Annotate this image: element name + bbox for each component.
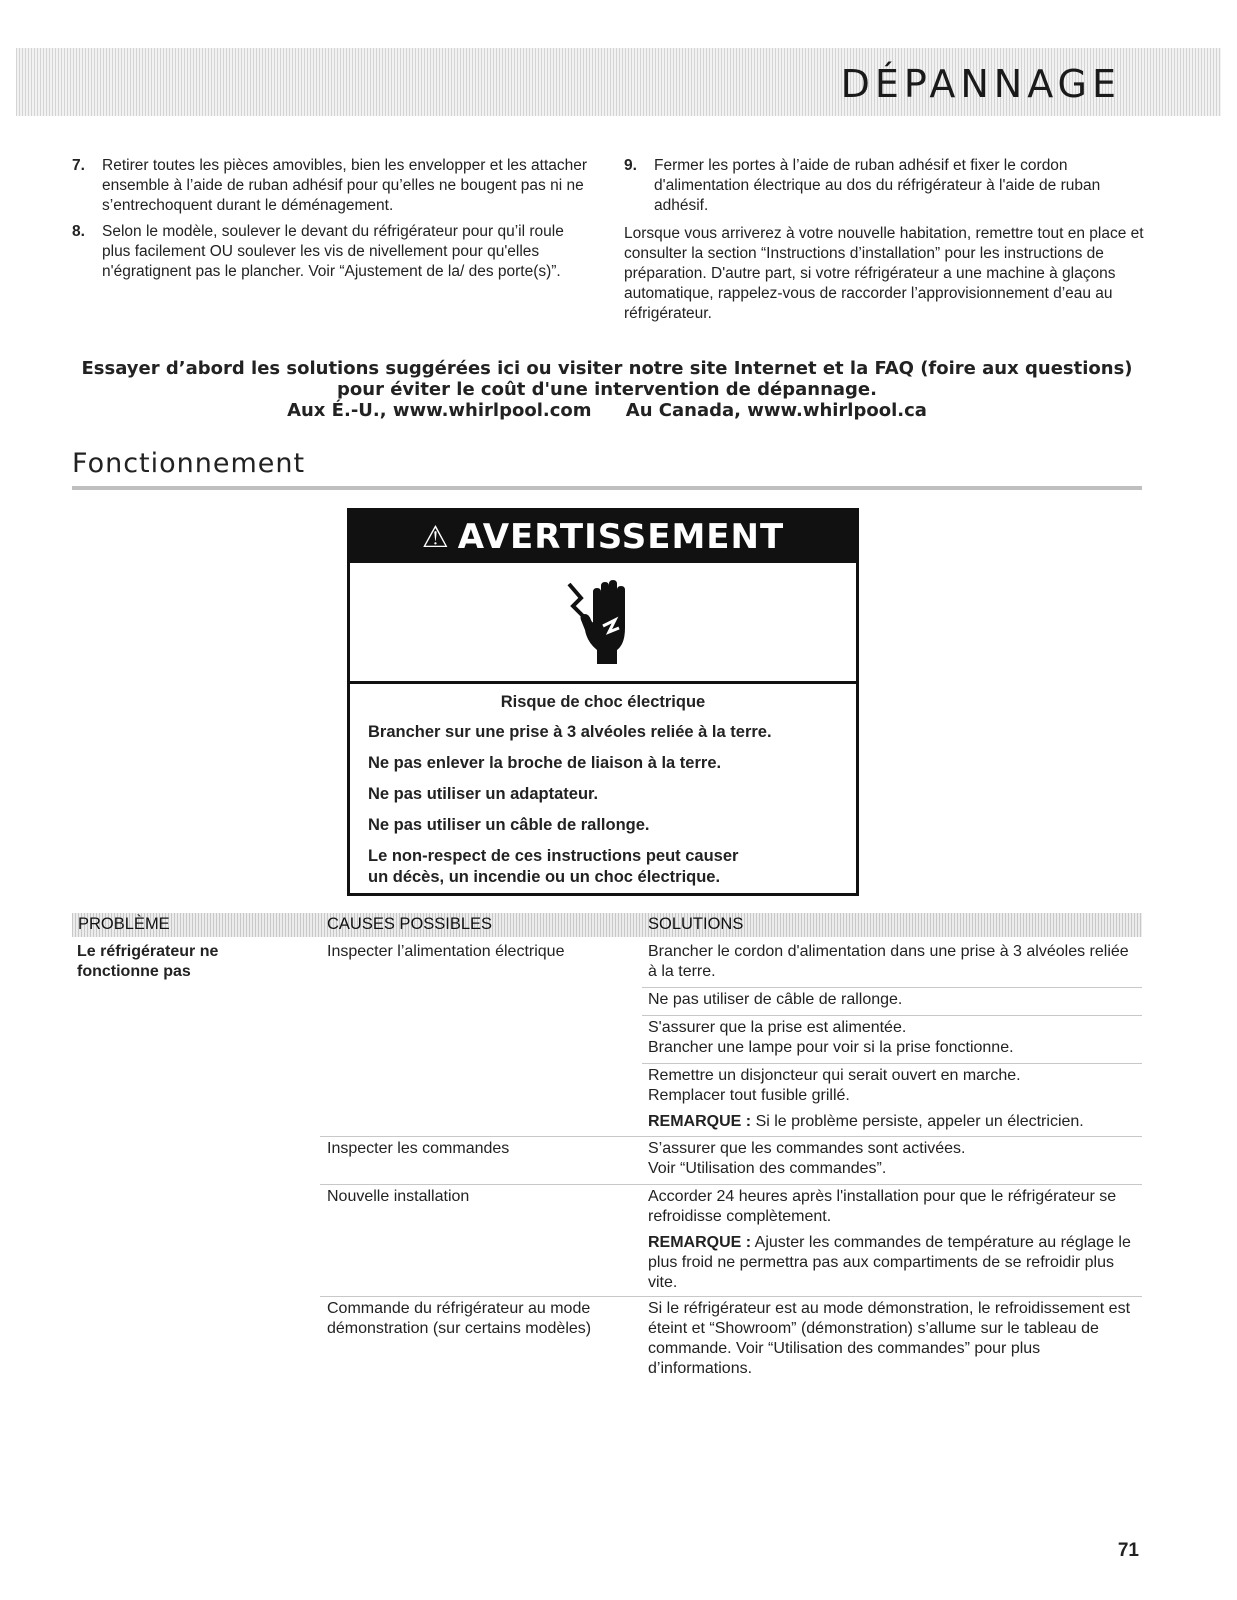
item-text: Fermer les portes à l’aide de ruban adhésif et fixer le cordon d'alimentation électrique au dos du réfrigérateur à l'aide de ruban adhésif. [654, 157, 1101, 214]
header-problem: PROBLÈME [78, 915, 170, 933]
cause-cell: Commande du réfrigérateur au mode démonstration (sur certains modèles) [327, 1300, 592, 1337]
electric-shock-hand-icon [563, 576, 643, 668]
warning-title: AVERTISSEMENT [457, 517, 785, 557]
header-band [16, 48, 1221, 116]
cause-cell: Inspecter les commandes [327, 1140, 510, 1157]
solution-line: Brancher une lampe pour voir si la prise fonctionne. [648, 1039, 1014, 1056]
warning-line: Ne pas utiliser un câble de rallonge. [368, 816, 650, 834]
item-number: 7. [72, 157, 85, 174]
section-divider [72, 486, 1142, 490]
row-divider [642, 987, 1142, 988]
item-text: Selon le modèle, soulever le devant du réfrigérateur pour qu’il roule plus facilement OU soulever les vis de nivellement pour qu'elles n'égratignent pas le plancher. Voir “Ajustement de la/ des porte(s)”. [102, 223, 564, 280]
header-causes: CAUSES POSSIBLES [327, 915, 493, 933]
solution-note [648, 1112, 1142, 1132]
cta-urls [72, 400, 1142, 421]
note-label: REMARQUE : [648, 1113, 752, 1130]
row-divider [642, 1015, 1142, 1016]
warning-triangle-icon: ⚠ [421, 519, 450, 555]
solution-line: S’assurer que les commandes sont activées. [648, 1140, 966, 1157]
note-label: REMARQUE : [648, 1234, 752, 1251]
row-divider [320, 1136, 1142, 1137]
problem-cell: Le réfrigérateur ne fonctionne pas [77, 943, 219, 980]
row-divider [642, 1063, 1142, 1064]
item-number: 9. [624, 157, 637, 174]
table-header [72, 913, 1142, 937]
list-item [72, 222, 592, 282]
header-solutions: SOLUTIONS [648, 915, 744, 933]
item-number: 8. [72, 223, 85, 240]
canada-url: Au Canada, www.whirlpool.ca [625, 400, 927, 421]
warning-line: Ne pas utiliser un adaptateur. [368, 785, 599, 803]
warning-consequence-2: un décès, un incendie ou un choc électrique. [368, 868, 721, 886]
solution-note [648, 1233, 1142, 1293]
solution-line: Remettre un disjoncteur qui serait ouvert en marche. [648, 1067, 1021, 1084]
note-text: Ajuster les commandes de température au réglage le plus froid ne permettra pas aux compartiments de se refroidir plus vite. [648, 1234, 1131, 1291]
warning-text [350, 684, 856, 888]
page-title: DÉPANNAGE [840, 62, 1121, 106]
risk-title: Risque de choc électrique [500, 693, 706, 711]
cause-cell: Inspecter l’alimentation électrique [327, 943, 565, 960]
cta-line-1: Essayer d’abord les solutions suggérées ici ou visiter notre site Internet et la FAQ (foire aux questions) [81, 358, 1133, 379]
moving-paragraph: Lorsque vous arriverez à votre nouvelle habitation, remettre tout en place et consulter la section “Instructions d’installation” pour les instructions de préparation. D'autre part, si votre réfrigérateur a une machine à glaçons automatique, rappelez-vous de raccorder l’approvisionnement d’eau au réfrigérateur. [624, 225, 1144, 322]
solution-cell: Si le réfrigérateur est au mode démonstration, le refroidissement est éteint et “Showroom” (démonstration) s’allume sur le tableau de commande. Voir “Utilisation des commandes” pour plus d’informations. [648, 1300, 1131, 1377]
solution-cell [648, 1139, 1142, 1179]
cause-cell: Nouvelle installation [327, 1188, 470, 1205]
row-divider [320, 1296, 1142, 1297]
solution-cell: Brancher le cordon d'alimentation dans une prise à 3 alvéoles reliée à la terre. [648, 943, 1129, 980]
row-divider [320, 1184, 1142, 1185]
warning-line: Brancher sur une prise à 3 alvéoles reliée à la terre. [368, 723, 772, 741]
warning-icon-area [350, 563, 856, 684]
solution-line: Voir “Utilisation des commandes”. [648, 1160, 887, 1177]
item-text: Retirer toutes les pièces amovibles, bien les envelopper et les attacher ensemble à l’aide de ruban adhésif pour qu’elles ne bougent pas ni ne s’entrechoquent durant le déménagement. [102, 157, 588, 214]
solution-cell [648, 1187, 1142, 1293]
solution-cell [648, 1018, 1142, 1058]
section-title: Fonctionnement [72, 448, 306, 479]
solution-line: Remplacer tout fusible grillé. [648, 1087, 850, 1104]
cta-line-2: pour éviter le coût d'une intervention de dépannage. [337, 379, 877, 400]
left-column [72, 156, 592, 288]
us-url: Aux É.-U., www.whirlpool.com [287, 400, 592, 421]
solution-line: S'assurer que la prise est alimentée. [648, 1019, 907, 1036]
list-item [72, 156, 592, 216]
warning-consequence-1: Le non-respect de ces instructions peut causer [368, 847, 739, 865]
warning-header [350, 511, 856, 563]
solution-line: Accorder 24 heures après l'installation pour que le réfrigérateur se refroidisse complètement. [648, 1188, 1117, 1225]
solution-cell [648, 1066, 1142, 1132]
warning-line: Ne pas enlever la broche de liaison à la terre. [368, 754, 722, 772]
warning-box [347, 508, 859, 896]
solution-cell: Ne pas utiliser de câble de rallonge. [648, 991, 903, 1008]
call-to-action [72, 358, 1142, 421]
right-column [624, 156, 1144, 324]
page-number: 71 [1117, 1540, 1139, 1561]
list-item [624, 156, 1144, 216]
note-text: Si le problème persiste, appeler un électricien. [755, 1113, 1084, 1130]
